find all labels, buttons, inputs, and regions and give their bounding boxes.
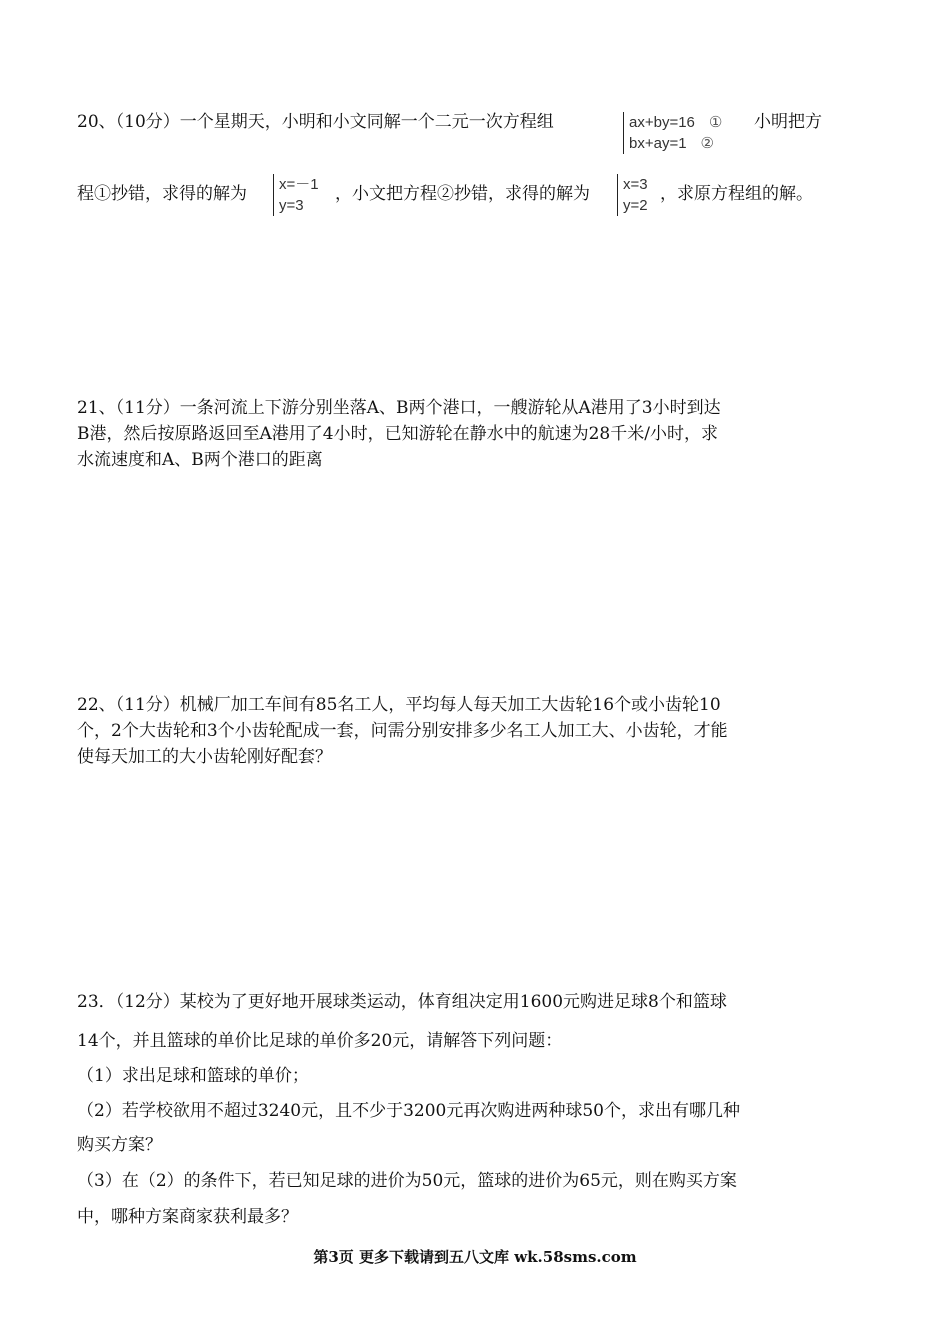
q20-line2-part1: 程①抄错，求得的解为 [77, 184, 247, 204]
q22-line: 个，2个大齿轮和3个小齿轮配成一套，问需分别安排多少名工人加工大、小齿轮，才能 [77, 721, 728, 741]
q20-equation-system [623, 112, 722, 154]
q23-line: 中，哪种方案商家获利最多？ [77, 1207, 298, 1227]
q20-sol2-y: y=2 [623, 197, 648, 214]
q23-line: 购买方案？ [77, 1135, 162, 1155]
q23-line: （3）在（2）的条件下，若已知足球的进价为50元，篮球的进价为65元，则在购买方案 [77, 1171, 737, 1191]
q20-sol2-x: x=3 [623, 176, 648, 193]
q20-eq1: ax+by=16 ① [629, 114, 723, 131]
q23-line: 14个，并且篮球的单价比足球的单价多20元，请解答下列问题： [77, 1031, 563, 1051]
q21-line: B港，然后按原路返回至A港用了4小时，已知游轮在静水中的航速为28千米/小时，求 [77, 424, 718, 444]
page-footer: 第3页 更多下载请到五八文库 wk.58sms.com [313, 1248, 637, 1266]
q20-line1-tail: 小明把方 [754, 112, 822, 132]
q20-sol1-y: y=3 [279, 197, 304, 214]
q23-line: （2）若学校欲用不超过3240元，且不少于3200元再次购进两种球50个，求出有哪几种 [77, 1101, 740, 1121]
q23-line: （1）求出足球和篮球的单价； [77, 1066, 309, 1086]
q22-line: 22、（11分）机械厂加工车间有85名工人，平均每人每天加工大齿轮16个或小齿轮10 [77, 695, 721, 715]
q20-sol1-x: x=－1 [279, 176, 319, 193]
q20-line2-part3: ，求原方程组的解。 [660, 184, 813, 204]
q21-line: 21、（11分）一条河流上下游分别坐落A、B两个港口，一艘游轮从A港用了3小时到达 [77, 398, 721, 418]
q20-line1: 20、（10分）一个星期天，小明和小文同解一个二元一次方程组 [77, 112, 554, 132]
q20-solution-2 [617, 174, 648, 216]
q23-line: 23．（12分）某校为了更好地开展球类运动，体育组决定用1600元购进足球8个和篮球 [77, 992, 727, 1012]
q21-line: 水流速度和A、B两个港口的距离 [77, 450, 323, 470]
q20-solution-1 [273, 174, 319, 216]
q20-eq2: bx+ay=1 ② [629, 135, 714, 152]
q20-line2-part2: ，小文把方程②抄错，求得的解为 [335, 184, 590, 204]
q22-line: 使每天加工的大小齿轮刚好配套？ [77, 747, 332, 767]
